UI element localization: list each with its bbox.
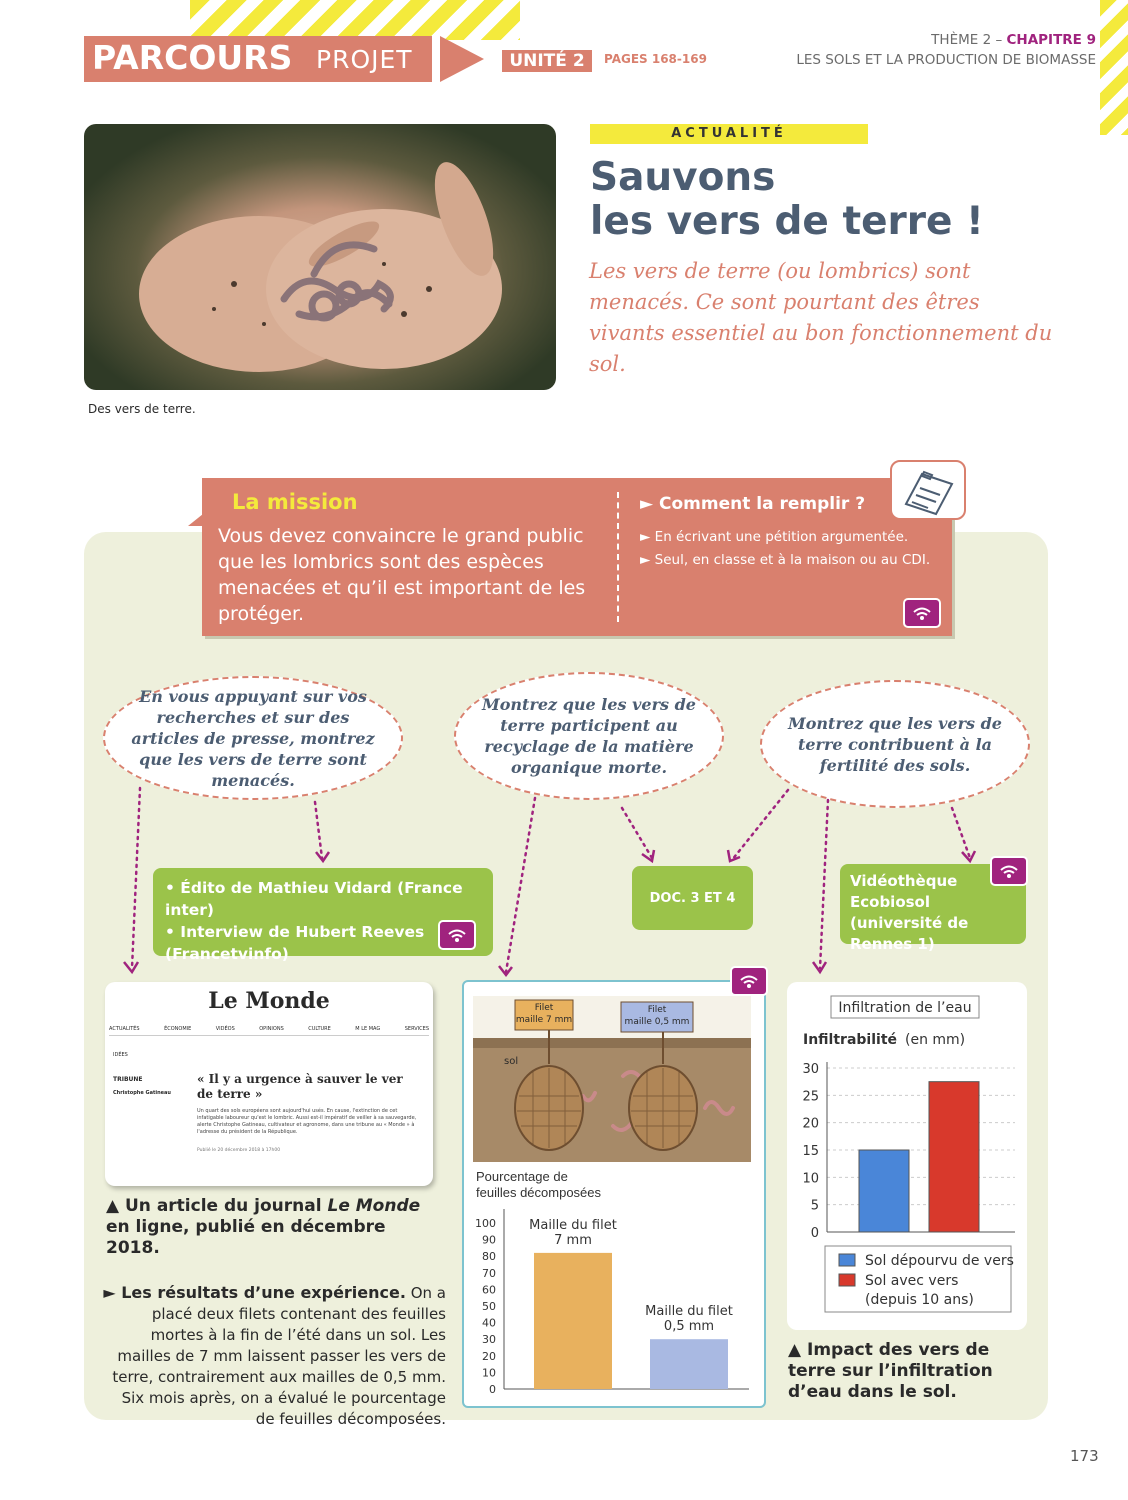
press-item-1: • Édito de Mathieu Vidard (France inter) xyxy=(165,879,463,919)
sign-05mm: Filet maille 0,5 mm xyxy=(624,1005,690,1027)
brand-light: PROJET xyxy=(316,45,413,74)
y-tick-label: 90 xyxy=(482,1233,496,1247)
bar-1 xyxy=(859,1150,909,1232)
leaves-decomposition-chart xyxy=(464,1167,764,1402)
y-tick-label: 70 xyxy=(482,1266,496,1280)
chart-title: Infiltration de l’eau xyxy=(838,1000,972,1016)
y-tick-label: 10 xyxy=(802,1171,819,1187)
y-tick-label: 0 xyxy=(489,1383,496,1396)
bar-2 xyxy=(650,1339,728,1389)
docs-box[interactable]: DOC. 3 ET 4 xyxy=(632,866,753,930)
press-item-2: • Interview de Hubert Reeves (Francetvinfo) xyxy=(165,923,425,963)
lemonde-date: Publié le 20 décembre 2018 à 17h00 xyxy=(197,1148,281,1153)
y-tick-label: 60 xyxy=(482,1283,496,1297)
legend-label-1: Sol dépourvu de vers xyxy=(865,1253,1014,1269)
y-tick-label: 15 xyxy=(802,1144,819,1159)
page-subtitle: Les vers de terre (ou lombrics) sont menacés. Ce sont pourtant des êtres vivants essentiel au bon fonctionnement du sol. xyxy=(589,259,1053,376)
legend-swatch-2 xyxy=(839,1274,855,1286)
y-axis-label: feuilles décomposées xyxy=(476,1185,602,1200)
infiltration-chart xyxy=(787,982,1027,1330)
y-tick-label: 80 xyxy=(482,1250,496,1264)
lemonde-kind: TRIBUNE xyxy=(113,1076,143,1083)
y-tick-label: 20 xyxy=(802,1116,819,1132)
chapter-title: LES SOLS ET LA PRODUCTION DE BIOMASSE xyxy=(796,52,1096,68)
experiment-lead: ► Les résultats d’une expérience. xyxy=(103,1283,406,1302)
lemonde-nav xyxy=(109,1026,429,1036)
bar-label: 0,5 mm xyxy=(663,1319,715,1335)
digital-resource-icon-experiment[interactable] xyxy=(730,966,768,996)
digital-resource-icon-video[interactable] xyxy=(990,856,1028,886)
how-item-1: ► En écrivant une pétition argumentée. xyxy=(640,529,909,545)
sign-7mm: Filet maille 7 mm xyxy=(515,1003,573,1025)
lemonde-caption xyxy=(106,1196,436,1259)
objective-bubble-1: En vous appuyant sur vos recherches et sur des articles de presse, montrez que les vers de terre sont menacés. xyxy=(103,676,403,800)
y-axis-unit: (en mm) xyxy=(905,1032,966,1048)
chapter-label: CHAPITRE 9 xyxy=(1006,32,1096,48)
mission-title: La mission xyxy=(232,490,358,514)
title-line-2: les vers de terre ! xyxy=(590,199,984,244)
objective-bubble-3: Montrez que les vers de terre contribuent à la fertilité des sols. xyxy=(760,680,1030,808)
y-tick-label: 5 xyxy=(810,1198,819,1214)
experiment-body: On a placé deux filets contenant des feuilles mortes à la fin de l’été dans un sol. Les mailles de 7 mm laissent passer les vers de terre, contrairement aux mailles de 0,5 mm. Six mois après, on a évalué le pourcentage de feuilles décomposées. xyxy=(112,1284,446,1428)
bar-1 xyxy=(534,1253,612,1389)
nav-item[interactable]: VIDÉOS xyxy=(215,1026,235,1032)
digital-resource-icon-press[interactable] xyxy=(438,920,476,950)
theme-label: THÈME 2 – xyxy=(931,32,1007,48)
infiltration-card xyxy=(787,982,1027,1330)
nav-item[interactable]: OPINIONS xyxy=(259,1026,284,1032)
pages-link[interactable]: PAGES 168-169 xyxy=(604,52,707,66)
mission-text: Vous devez convaincre le grand public que les lombrics sont des espèces menacées et qu’il est important de les protéger. xyxy=(218,525,586,625)
brand-bold: PARCOURS xyxy=(92,38,293,77)
bar-label: Maille du filet xyxy=(529,1217,617,1233)
soil-label: sol xyxy=(504,1056,519,1067)
lemonde-article-card[interactable] xyxy=(105,982,433,1186)
objective-bubble-2: Montrez que les vers de terre participent au recyclage de la matière organique morte. xyxy=(454,672,724,800)
caption-journal: Le Monde xyxy=(327,1196,421,1216)
y-tick-label: 0 xyxy=(810,1226,819,1241)
experiment-card xyxy=(462,980,766,1408)
y-tick-label: 40 xyxy=(482,1316,496,1330)
caption-part: ▲ Un article du journal xyxy=(106,1196,328,1216)
unit-badge: UNITÉ 2 xyxy=(502,50,592,72)
news-tag: ACTUALITÉ xyxy=(590,124,868,144)
legend-label-2: Sol avec vers xyxy=(865,1273,959,1289)
legend-swatch-1 xyxy=(839,1254,855,1266)
page-number: 173 xyxy=(1070,1447,1099,1465)
lemonde-section: IDÉES xyxy=(113,1052,128,1058)
video-resource-box: Vidéothèque Ecobiosol (université de Rennes 1) xyxy=(840,864,1026,944)
title-line-1: Sauvons xyxy=(590,155,776,200)
how-item-2: ► Seul, en classe et à la maison ou au CDI. xyxy=(640,552,931,568)
y-tick-label: 20 xyxy=(482,1349,496,1363)
nav-item[interactable]: ACTUALITÉS xyxy=(109,1026,140,1032)
y-tick-label: 30 xyxy=(802,1062,819,1077)
lemonde-headline: « Il y a urgence à sauver le ver de terre » xyxy=(197,1072,403,1101)
nav-item[interactable]: SERVICES xyxy=(404,1026,429,1032)
nav-item[interactable]: ÉCONOMIE xyxy=(164,1026,192,1032)
y-axis-label: Pourcentage de xyxy=(476,1169,568,1184)
bar-2 xyxy=(929,1082,979,1232)
caption-part: en ligne, publié en décembre 2018. xyxy=(106,1217,386,1258)
y-tick-label: 25 xyxy=(802,1089,819,1105)
lemonde-lead: Un quart des sols européens sont aujourd'hui usés. En cause, l'extinction de cet infatigable laboureur qu'est le lombric. Aussi est-il impératif de veiller à sa sauvegarde, alerte Christophe Gatineau, cultivateur et agronome, dans une tribune au « Monde » à l'adresse du président de la République. xyxy=(197,1108,417,1135)
how-title: ► Comment la remplir ? xyxy=(640,494,866,514)
nav-item[interactable]: CULTURE xyxy=(308,1026,331,1032)
bar-label: Maille du filet xyxy=(645,1304,733,1320)
infiltration-caption: ▲ Impact des vers de terre sur l’infiltration d’eau dans le sol. xyxy=(788,1340,993,1402)
y-tick-label: 30 xyxy=(482,1333,496,1347)
photo-caption: Des vers de terre. xyxy=(88,402,196,416)
lemonde-logo: Le Monde xyxy=(208,988,330,1014)
y-tick-label: 50 xyxy=(482,1300,496,1313)
legend-label-2b: (depuis 10 ans) xyxy=(865,1292,974,1308)
nav-item[interactable]: M LE MAG xyxy=(355,1026,381,1032)
y-tick-label: 100 xyxy=(475,1217,496,1230)
y-tick-label: 10 xyxy=(482,1366,496,1380)
experiment-text xyxy=(102,1282,446,1430)
y-axis-label: Infiltrabilité xyxy=(803,1032,898,1048)
bar-label: 7 mm xyxy=(554,1232,592,1248)
lemonde-author: Christophe Gatineau xyxy=(113,1090,171,1096)
